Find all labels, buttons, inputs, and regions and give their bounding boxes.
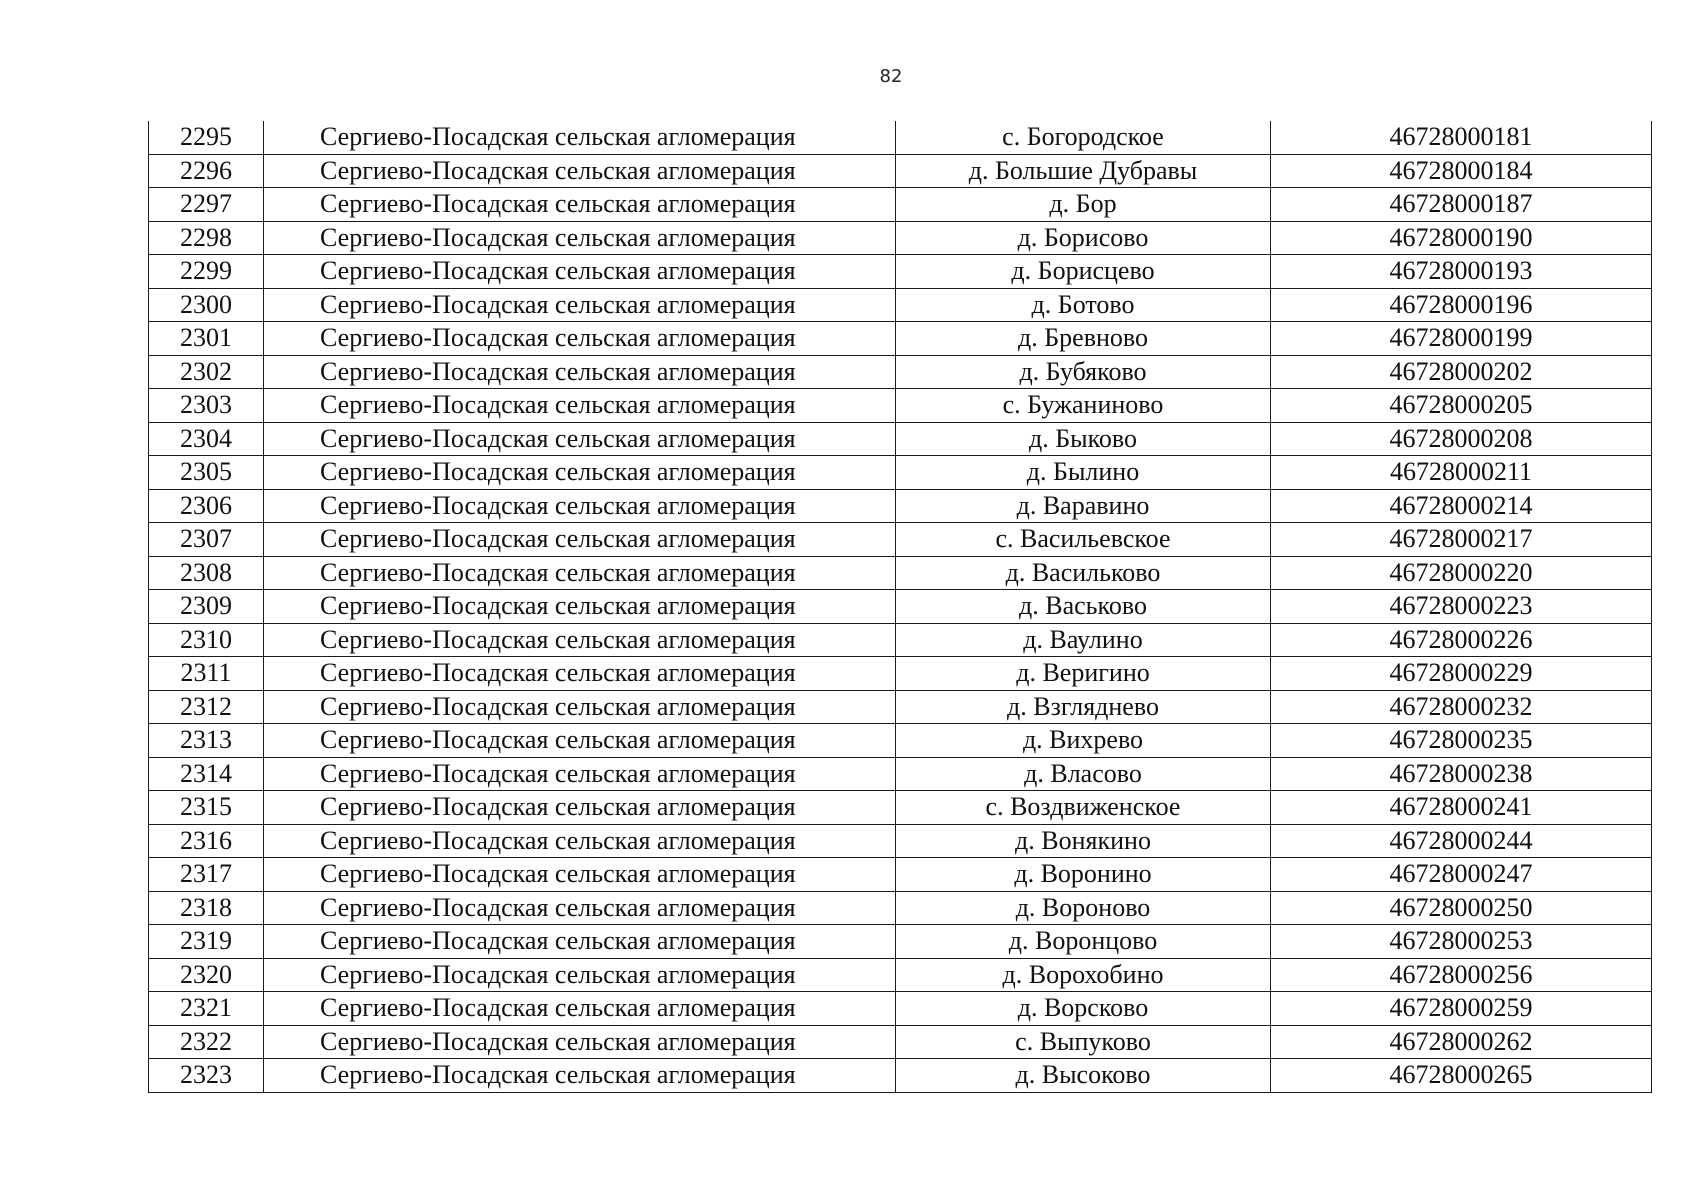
settlement-name-cell: д. Борисово — [896, 221, 1271, 255]
table-row — [149, 154, 1652, 188]
settlement-name-cell: д. Ваулино — [896, 623, 1271, 657]
settlement-name-cell: д. Варавино — [896, 489, 1271, 523]
settlement-name-cell: с. Богородское — [896, 121, 1271, 154]
oktmo-code-cell: 46728000184 — [1271, 154, 1652, 188]
row-number-cell: 2322 — [149, 1025, 264, 1059]
row-number-cell: 2314 — [149, 757, 264, 791]
table-row — [149, 724, 1652, 758]
table-row — [149, 389, 1652, 423]
oktmo-code-cell: 46728000199 — [1271, 322, 1652, 356]
agglomeration-cell: Сергиево-Посадская сельская агломерация — [264, 456, 896, 490]
table-row — [149, 1059, 1652, 1093]
agglomeration-cell: Сергиево-Посадская сельская агломерация — [264, 556, 896, 590]
table-body — [149, 121, 1652, 1092]
oktmo-code-cell: 46728000229 — [1271, 657, 1652, 691]
agglomeration-cell: Сергиево-Посадская сельская агломерация — [264, 891, 896, 925]
agglomeration-cell: Сергиево-Посадская сельская агломерация — [264, 590, 896, 624]
oktmo-code-cell: 46728000187 — [1271, 188, 1652, 222]
settlement-name-cell: с. Васильевское — [896, 523, 1271, 557]
settlement-name-cell: д. Воронцово — [896, 925, 1271, 959]
agglomeration-cell: Сергиево-Посадская сельская агломерация — [264, 355, 896, 389]
table-row — [149, 121, 1652, 154]
oktmo-code-cell: 46728000211 — [1271, 456, 1652, 490]
table-row — [149, 992, 1652, 1026]
settlement-name-cell: с. Бужаниново — [896, 389, 1271, 423]
row-number-cell: 2319 — [149, 925, 264, 959]
table-row — [149, 958, 1652, 992]
settlement-name-cell: д. Взгляднево — [896, 690, 1271, 724]
settlement-name-cell: д. Высоково — [896, 1059, 1271, 1093]
oktmo-code-cell: 46728000181 — [1271, 121, 1652, 154]
settlement-name-cell: д. Вонякино — [896, 824, 1271, 858]
settlement-name-cell: д. Бревново — [896, 322, 1271, 356]
oktmo-code-cell: 46728000208 — [1271, 422, 1652, 456]
oktmo-code-cell: 46728000196 — [1271, 288, 1652, 322]
agglomeration-cell: Сергиево-Посадская сельская агломерация — [264, 824, 896, 858]
oktmo-code-cell: 46728000241 — [1271, 791, 1652, 825]
settlement-name-cell: д. Ворсково — [896, 992, 1271, 1026]
table-row — [149, 757, 1652, 791]
table-row — [149, 657, 1652, 691]
settlements-table — [148, 121, 1652, 1093]
oktmo-code-cell: 46728000259 — [1271, 992, 1652, 1026]
table-row — [149, 690, 1652, 724]
row-number-cell: 2298 — [149, 221, 264, 255]
agglomeration-cell: Сергиево-Посадская сельская агломерация — [264, 389, 896, 423]
settlement-name-cell: с. Выпуково — [896, 1025, 1271, 1059]
row-number-cell: 2323 — [149, 1059, 264, 1093]
oktmo-code-cell: 46728000244 — [1271, 824, 1652, 858]
row-number-cell: 2311 — [149, 657, 264, 691]
settlement-name-cell: с. Воздвиженское — [896, 791, 1271, 825]
agglomeration-cell: Сергиево-Посадская сельская агломерация — [264, 188, 896, 222]
row-number-cell: 2305 — [149, 456, 264, 490]
table-row — [149, 489, 1652, 523]
settlement-name-cell: д. Васьково — [896, 590, 1271, 624]
row-number-cell: 2304 — [149, 422, 264, 456]
oktmo-code-cell: 46728000214 — [1271, 489, 1652, 523]
table-row — [149, 590, 1652, 624]
row-number-cell: 2301 — [149, 322, 264, 356]
settlement-name-cell: д. Вихрево — [896, 724, 1271, 758]
row-number-cell: 2300 — [149, 288, 264, 322]
oktmo-code-cell: 46728000250 — [1271, 891, 1652, 925]
settlement-name-cell: д. Ворохобино — [896, 958, 1271, 992]
row-number-cell: 2296 — [149, 154, 264, 188]
page-number: 82 — [879, 66, 903, 87]
table-row — [149, 824, 1652, 858]
table-row — [149, 456, 1652, 490]
row-number-cell: 2321 — [149, 992, 264, 1026]
table-row — [149, 623, 1652, 657]
settlement-name-cell: д. Былино — [896, 456, 1271, 490]
table-row — [149, 858, 1652, 892]
oktmo-code-cell: 46728000232 — [1271, 690, 1652, 724]
oktmo-code-cell: 46728000238 — [1271, 757, 1652, 791]
agglomeration-cell: Сергиево-Посадская сельская агломерация — [264, 221, 896, 255]
agglomeration-cell: Сергиево-Посадская сельская агломерация — [264, 1059, 896, 1093]
agglomeration-cell: Сергиево-Посадская сельская агломерация — [264, 657, 896, 691]
settlement-name-cell: д. Ботово — [896, 288, 1271, 322]
row-number-cell: 2312 — [149, 690, 264, 724]
agglomeration-cell: Сергиево-Посадская сельская агломерация — [264, 992, 896, 1026]
oktmo-code-cell: 46728000265 — [1271, 1059, 1652, 1093]
row-number-cell: 2306 — [149, 489, 264, 523]
table-row — [149, 925, 1652, 959]
agglomeration-cell: Сергиево-Посадская сельская агломерация — [264, 1025, 896, 1059]
settlement-name-cell: д. Большие Дубравы — [896, 154, 1271, 188]
settlement-name-cell: д. Власово — [896, 757, 1271, 791]
row-number-cell: 2307 — [149, 523, 264, 557]
row-number-cell: 2317 — [149, 858, 264, 892]
row-number-cell: 2308 — [149, 556, 264, 590]
oktmo-code-cell: 46728000205 — [1271, 389, 1652, 423]
table-row — [149, 188, 1652, 222]
agglomeration-cell: Сергиево-Посадская сельская агломерация — [264, 958, 896, 992]
agglomeration-cell: Сергиево-Посадская сельская агломерация — [264, 925, 896, 959]
oktmo-code-cell: 46728000262 — [1271, 1025, 1652, 1059]
oktmo-code-cell: 46728000226 — [1271, 623, 1652, 657]
row-number-cell: 2315 — [149, 791, 264, 825]
agglomeration-cell: Сергиево-Посадская сельская агломерация — [264, 858, 896, 892]
agglomeration-cell: Сергиево-Посадская сельская агломерация — [264, 154, 896, 188]
settlement-name-cell: д. Васильково — [896, 556, 1271, 590]
oktmo-code-cell: 46728000256 — [1271, 958, 1652, 992]
oktmo-code-cell: 46728000235 — [1271, 724, 1652, 758]
table-row — [149, 322, 1652, 356]
agglomeration-cell: Сергиево-Посадская сельская агломерация — [264, 422, 896, 456]
table-row — [149, 556, 1652, 590]
table-row — [149, 422, 1652, 456]
oktmo-code-cell: 46728000220 — [1271, 556, 1652, 590]
table-row — [149, 221, 1652, 255]
settlement-name-cell: д. Бор — [896, 188, 1271, 222]
row-number-cell: 2303 — [149, 389, 264, 423]
row-number-cell: 2297 — [149, 188, 264, 222]
row-number-cell: 2313 — [149, 724, 264, 758]
row-number-cell: 2309 — [149, 590, 264, 624]
settlement-name-cell: д. Воронино — [896, 858, 1271, 892]
agglomeration-cell: Сергиево-Посадская сельская агломерация — [264, 322, 896, 356]
row-number-cell: 2295 — [149, 121, 264, 154]
agglomeration-cell: Сергиево-Посадская сельская агломерация — [264, 757, 896, 791]
oktmo-code-cell: 46728000202 — [1271, 355, 1652, 389]
table-row — [149, 891, 1652, 925]
row-number-cell: 2299 — [149, 255, 264, 289]
table-row — [149, 523, 1652, 557]
row-number-cell: 2320 — [149, 958, 264, 992]
settlement-name-cell: д. Бубяково — [896, 355, 1271, 389]
row-number-cell: 2310 — [149, 623, 264, 657]
table-row — [149, 288, 1652, 322]
agglomeration-cell: Сергиево-Посадская сельская агломерация — [264, 255, 896, 289]
settlement-name-cell: д. Быково — [896, 422, 1271, 456]
oktmo-code-cell: 46728000190 — [1271, 221, 1652, 255]
oktmo-code-cell: 46728000253 — [1271, 925, 1652, 959]
agglomeration-cell: Сергиево-Посадская сельская агломерация — [264, 288, 896, 322]
table-row — [149, 1025, 1652, 1059]
settlements-table-container — [148, 121, 1652, 1093]
oktmo-code-cell: 46728000217 — [1271, 523, 1652, 557]
agglomeration-cell: Сергиево-Посадская сельская агломерация — [264, 724, 896, 758]
row-number-cell: 2302 — [149, 355, 264, 389]
table-row — [149, 791, 1652, 825]
table-row — [149, 255, 1652, 289]
oktmo-code-cell: 46728000223 — [1271, 590, 1652, 624]
agglomeration-cell: Сергиево-Посадская сельская агломерация — [264, 121, 896, 154]
agglomeration-cell: Сергиево-Посадская сельская агломерация — [264, 523, 896, 557]
agglomeration-cell: Сергиево-Посадская сельская агломерация — [264, 489, 896, 523]
row-number-cell: 2318 — [149, 891, 264, 925]
settlement-name-cell: д. Вороново — [896, 891, 1271, 925]
row-number-cell: 2316 — [149, 824, 264, 858]
oktmo-code-cell: 46728000193 — [1271, 255, 1652, 289]
table-row — [149, 355, 1652, 389]
agglomeration-cell: Сергиево-Посадская сельская агломерация — [264, 690, 896, 724]
agglomeration-cell: Сергиево-Посадская сельская агломерация — [264, 791, 896, 825]
agglomeration-cell: Сергиево-Посадская сельская агломерация — [264, 623, 896, 657]
settlement-name-cell: д. Борисцево — [896, 255, 1271, 289]
oktmo-code-cell: 46728000247 — [1271, 858, 1652, 892]
settlement-name-cell: д. Веригино — [896, 657, 1271, 691]
